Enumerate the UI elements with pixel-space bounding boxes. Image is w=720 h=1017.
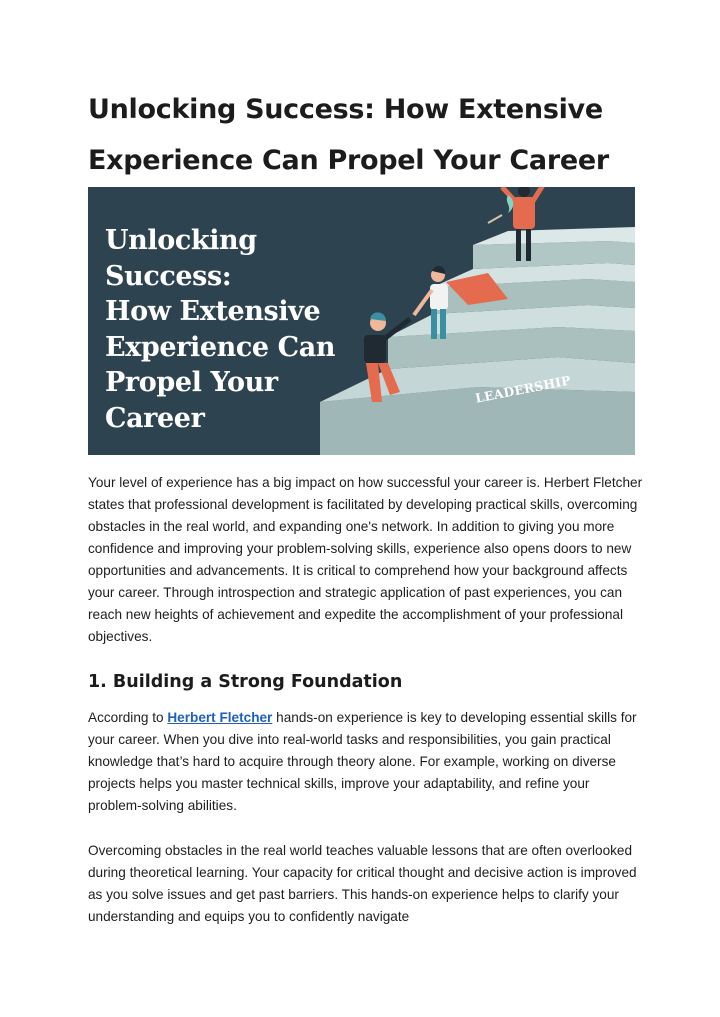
herbert-fletcher-link[interactable]: Herbert Fletcher — [167, 710, 273, 725]
section-1-heading: 1. Building a Strong Foundation — [88, 672, 403, 692]
section-1-paragraph-2: Overcoming obstacles in the real world teaches valuable lessons that are often overlooked during theoretical learning. Your capacity for critical thought and decisive action is improved as you solve issues and get past barriers. This hands-on experience helps to clarify your understanding and equips you to confidently navigate — [88, 843, 637, 924]
hero-title-line-6: Career — [105, 402, 205, 434]
hero-title-line-2: Success: — [105, 260, 232, 292]
hero-image — [88, 187, 635, 455]
paragraph-text-after-link: hands-on experience is key to developing essential skills for your career. When you dive into real-world tasks and responsibilities, you gain practical knowledge that’s hard to acquire through theory alone. For example, working on diverse projects helps you master technical skills, improve your adaptability, and refine your problem-solving abilities. — [88, 710, 637, 813]
stair-leadership-label: LEADERSHIP — [474, 372, 572, 406]
title-line-1: Unlocking Success: How Extensive — [88, 94, 603, 125]
intro-paragraph: Your level of experience has a big impact on how successful your career is. Herbert Fletcher states that professional development is facilitated by developing practical skills, overcoming obstacles in the real world, and expanding one's network. In addition to giving you more confidence and improving your problem-solving skills, experience also opens doors to new opportunities and advancements. It is critical to comprehend how your background affects your career. Through introspection and strategic application of past experiences, you can reach new heights of achievement and expedite the accomplishment of your professional objectives. — [88, 475, 643, 644]
hero-title — [105, 223, 365, 436]
section-1-paragraph-1 — [88, 707, 644, 817]
paragraph-text-before-link: According to — [88, 710, 168, 725]
hero-title-line-4: Experience Can — [105, 331, 336, 363]
hero-title-line-3: How Extensive — [105, 296, 321, 327]
torch-stick — [488, 215, 502, 223]
page-title — [88, 84, 648, 186]
hero-title-line-5: Propel Your — [105, 367, 278, 398]
title-line-2: Experience Can Propel Your Career — [88, 145, 609, 176]
hero-title-line-1: Unlocking — [105, 225, 257, 256]
